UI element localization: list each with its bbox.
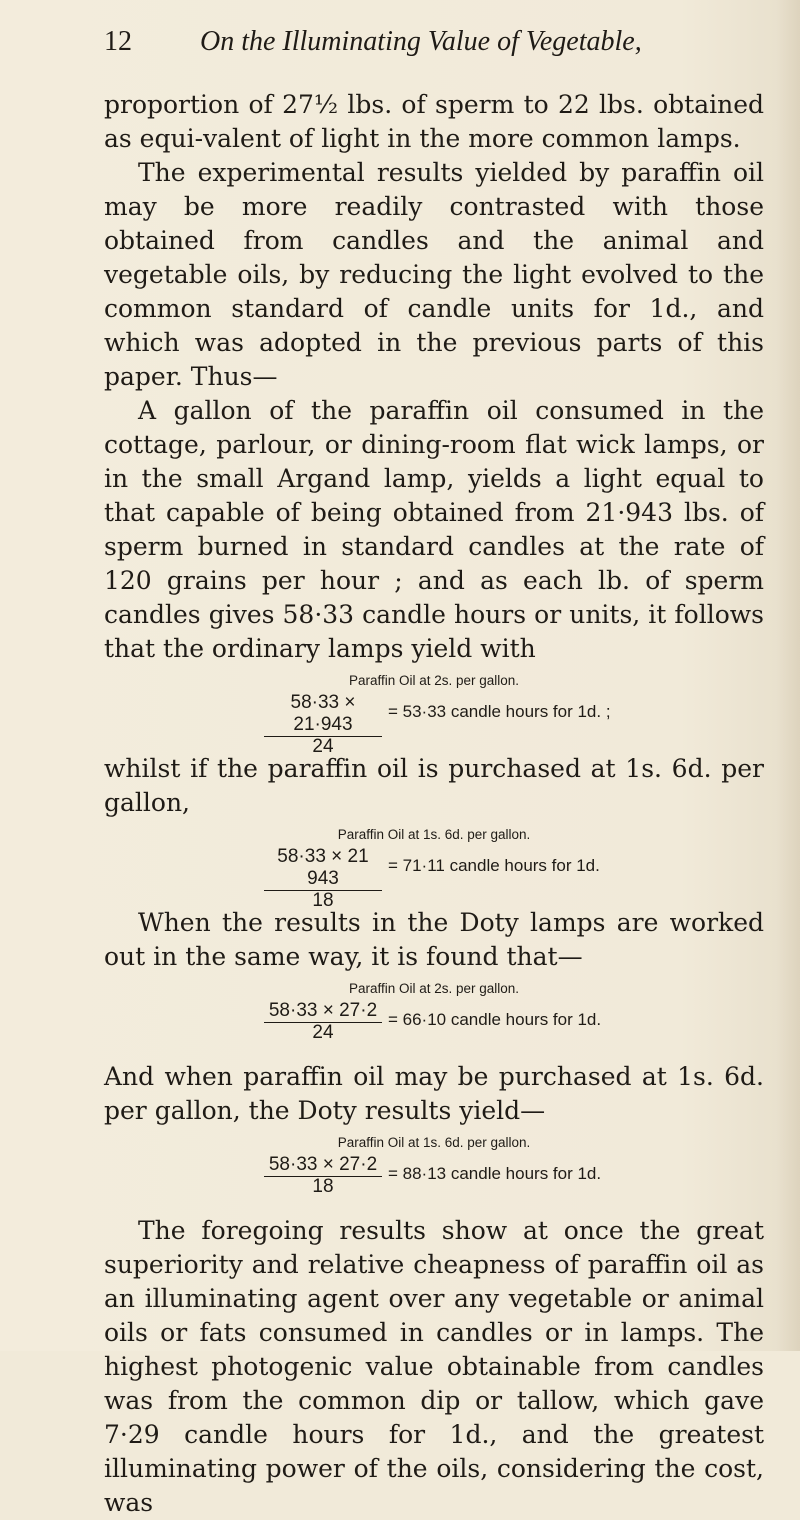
formula-label: Paraffin Oil at 1s. 6d. per gallon.: [337, 827, 531, 842]
fraction: [264, 1000, 382, 1043]
denominator: 18: [312, 890, 334, 911]
denominator: 18: [312, 1176, 334, 1197]
paragraph-7: The foregoing results show at once the great superiority and relative cheapness of paraffin oil as an illuminating agent over any vegetable or animal oils or fats consumed in candles or in lamps. The highest photogenic value obtainable from candles was from the common dip or tallow, which gave 7·29 candle hours for 1d., and the greatest illuminating power of the oils, considering the cost, was: [104, 1216, 764, 1517]
running-title: On the Illuminating Value of Vegetable,: [200, 26, 642, 57]
denominator: 24: [312, 736, 334, 757]
numerator: 58·33 × 27·2: [264, 1154, 382, 1177]
formula-label: Paraffin Oil at 2s. per gallon.: [348, 981, 520, 996]
formula-4: [104, 1132, 764, 1210]
formula-label: Paraffin Oil at 1s. 6d. per gallon.: [337, 1135, 531, 1150]
formula-1: [104, 670, 764, 757]
paragraph-4: whilst if the paraffin oil is purchased at 1s. 6d. per gallon,: [104, 754, 764, 817]
paragraph-3: A gallon of the paraffin oil consumed in the cottage, parlour, or dining-room flat wick lamps, or in the small Argand lamp, yields a light equal to that capable of being obtained from 21·943 lbs. of sperm burned in standard candles at the rate of 120 grains per hour ; and as each lb. of sperm candles gives 58·33 candle hours or units, it follows that the ordinary lamps yield with: [104, 396, 764, 663]
fraction: [264, 846, 382, 911]
numerator: 58·33 × 21·943: [264, 692, 382, 737]
fraction: [264, 1154, 382, 1197]
paragraph-6: And when paraffin oil may be purchased at 1s. 6d. per gallon, the Doty results yield—: [104, 1062, 764, 1125]
formula-result: = 66·10 candle hours for 1d.: [388, 1010, 602, 1029]
paragraph-2: The experimental results yielded by paraffin oil may be more readily contrasted with those obtained from candles and the animal and vegetable oils, by reducing the light evolved to the common standard of candle units for 1d., and which was adopted in the previous parts of this paper. Thus—: [104, 158, 764, 391]
page-body: [104, 88, 764, 1520]
fraction: [264, 692, 382, 757]
paragraph-5: When the results in the Doty lamps are worked out in the same way, it is found that—: [104, 908, 764, 971]
formula-label: Paraffin Oil at 2s. per gallon.: [348, 673, 520, 688]
formula-result: = 88·13 candle hours for 1d.: [388, 1164, 602, 1183]
formula-result: = 71·11 candle hours for 1d.: [388, 856, 600, 875]
numerator: 58·33 × 27·2: [264, 1000, 382, 1023]
formula-2: [104, 824, 764, 911]
formula-result: = 53·33 candle hours for 1d. ;: [388, 702, 611, 721]
page-header: [104, 26, 764, 66]
formula-3: [104, 978, 764, 1056]
paragraph-1: proportion of 27½ lbs. of sperm to 22 lbs. obtained as equi-valent of light in the more common lamps.: [104, 90, 764, 153]
page-number: 12: [104, 26, 132, 57]
denominator: 24: [312, 1022, 334, 1043]
numerator: 58·33 × 21 943: [264, 846, 382, 891]
